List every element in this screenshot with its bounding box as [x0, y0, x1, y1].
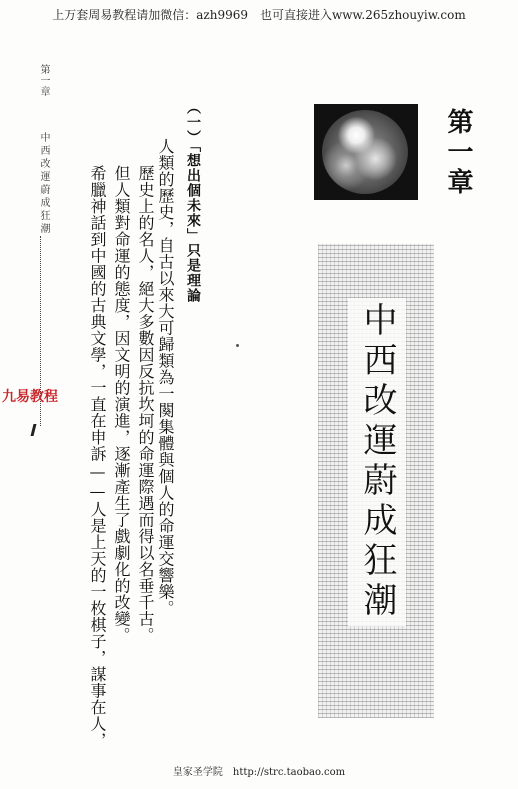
body-column-1: 人類的歷史，自古以來大可歸類為一闋集體與個人的命運交響樂。 — [156, 138, 175, 617]
chapter-title: 中西改運蔚成狂潮 — [348, 298, 406, 626]
chapter-label: 第一章 — [443, 108, 473, 198]
body-column-3: 但人類對命運的態度，因文明的演進，逐漸產生了戲劇化的改變。 — [112, 165, 131, 644]
header-banner: 上万套周易教程请加微信：azh9969 也可直接进入www.265zhouyiw.com — [52, 8, 466, 22]
margin-chapter-label: 第一章 — [38, 64, 49, 97]
footer-banner: 皇家圣学院 http://strc.taobao.com — [172, 767, 346, 778]
watermark-text: 九易教程 — [2, 389, 58, 405]
margin-tick-mark — [31, 424, 37, 436]
earth-globe-icon — [322, 110, 408, 194]
section-heading: （一）「想出個未來」只是理論 — [185, 100, 201, 303]
body-column-4: 希臘神話到中國的古典文學，一直在申訴——人是上天的一枚棋子，謀事在人， — [88, 165, 107, 749]
earth-image — [314, 104, 418, 200]
body-column-2: 歷史上的名人，絕大多數因反抗坎坷的命運際遇而得以名垂千古。 — [136, 165, 155, 644]
margin-chapter-title: 中西改運蔚成狂潮 — [38, 132, 49, 236]
stray-dot — [236, 344, 239, 347]
